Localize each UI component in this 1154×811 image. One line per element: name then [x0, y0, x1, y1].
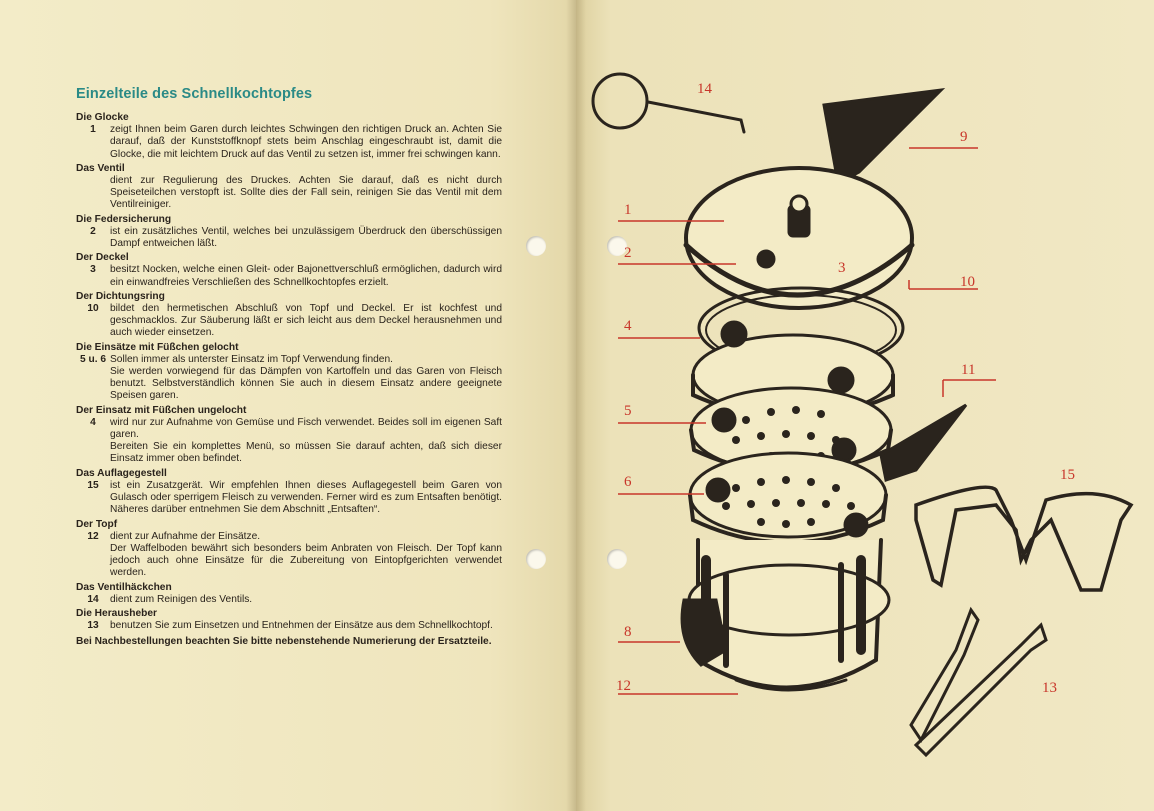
- part-number: 14: [87, 593, 99, 605]
- part-number: 12: [87, 530, 99, 542]
- description-paragraph: Bereiten Sie ein komplettes Menü, so müssen Sie darauf achten, daß sich dieser Einsatz immer oben befindet.: [110, 441, 502, 465]
- part-number: 15: [87, 479, 99, 491]
- part-entry: [76, 175, 502, 212]
- part-number: 2: [90, 225, 96, 237]
- section-heading: Der Topf: [76, 518, 118, 530]
- part-description: [110, 226, 502, 250]
- part-description: [110, 354, 502, 403]
- part-description: [110, 264, 502, 288]
- part-description: [110, 480, 502, 517]
- valve-hook-part: [593, 74, 744, 132]
- label-12: 12: [616, 678, 631, 694]
- section-heading: Der Dichtungsring: [76, 290, 165, 302]
- label-3: 3: [838, 260, 846, 276]
- part-entry: [76, 417, 502, 466]
- section-heading: Der Deckel: [76, 252, 129, 264]
- part-description: [110, 175, 502, 212]
- bell-handle-part: [824, 90, 941, 183]
- label-6: 6: [624, 474, 632, 490]
- description-paragraph: bildet den hermetischen Abschluß von Topf und Deckel. Er ist kochfest und geschmacklos. Zur Säuberung läßt er sich leicht aus dem Deckel herausnehmen und auch wieder einsetzen.: [110, 303, 502, 339]
- label-10: 10: [960, 274, 975, 290]
- label-5: 5: [624, 403, 632, 419]
- description-paragraph: dient zur Regulierung des Druckes. Achten Sie darauf, daß es nicht durch Speiseteilchen verstopft ist. Sollte dies der Fall sein, reinigen Sie das Ventil mit dem Ventilreiniger.: [110, 175, 502, 211]
- parts-list: [76, 110, 502, 649]
- label-1: 1: [624, 202, 632, 218]
- part-description: [110, 417, 502, 466]
- label-8: 8: [624, 624, 632, 640]
- label-11: 11: [961, 362, 976, 378]
- part-description: [110, 124, 502, 161]
- part-number: [76, 175, 110, 212]
- section-heading: Das Ventil: [76, 162, 125, 174]
- section-heading: Der Einsatz mit Füßchen ungelocht: [76, 404, 247, 416]
- description-paragraph: Der Waffelboden bewährt sich besonders beim Anbraten von Fleisch. Der Topf kann jedoch auch ohne Einsätze für die Zubereitung von Eintopfgerichten verwendet werden.: [110, 542, 502, 579]
- label-15: 15: [1060, 467, 1075, 483]
- part-entry: [76, 226, 502, 250]
- description-paragraph: dient zur Aufnahme der Einsätze.: [110, 530, 261, 542]
- insert-perforated-6-part: [690, 453, 886, 543]
- label-4: 4: [624, 318, 632, 334]
- section-heading: Die Federsicherung: [76, 213, 172, 225]
- section-heading: Das Ventilhäckchen: [76, 581, 172, 593]
- label-2: 2: [624, 245, 632, 261]
- description-paragraph: besitzt Nocken, welche einen Gleit- oder Bajonettverschluß ermöglichen, dadurch wird ein einwandfreies Verschließen des Schnellkochtopfes erzielt.: [110, 264, 502, 288]
- part-entry: [76, 531, 502, 580]
- section-heading: Die Glocke: [76, 112, 129, 123]
- label-9: 9: [960, 129, 968, 145]
- punch-hole: [526, 549, 546, 569]
- description-paragraph: ist ein Zusatzgerät. Wir empfehlen Ihnen dieses Auflagegestell beim Garen von Gulasch oder sperrigem Fleisch zu verwenden. Ferner wird es zum Entsaften benötigt. Näheres darüber entnehmen Sie dem Abschnitt „Entsaften“.: [110, 479, 502, 516]
- part-description: [110, 620, 502, 632]
- reorder-note: Bei Nachbestellungen beachten Sie bitte nebenstehende Numerierung der Ersatzteile.: [76, 636, 492, 648]
- part-number: 10: [87, 303, 99, 315]
- part-entry: [76, 620, 502, 632]
- section-heading: Die Einsätze mit Füßchen gelocht: [76, 341, 239, 353]
- description-paragraph: Sollen immer als unterster Einsatz im Topf Verwendung finden.: [110, 353, 393, 365]
- part-description: [110, 531, 502, 580]
- description-paragraph: Sie werden vorwiegend für das Dämpfen von Kartoffeln und das Garen von Fleisch benutzt. Selbstverständlich können Sie auch in diesem Einsatz andere geeignete Speisen garen.: [110, 366, 502, 402]
- label-13: 13: [1042, 680, 1057, 696]
- description-paragraph: wird nur zur Aufnahme von Gemüse und Fisch verwendet. Beides soll im eigenen Saft garen.: [110, 416, 502, 441]
- part-number: 5 u. 6: [79, 353, 107, 365]
- page-title: Einzelteile des Schnellkochtopfes: [76, 86, 313, 102]
- label-14: 14: [697, 81, 712, 97]
- part-number: 1: [90, 124, 96, 136]
- pot-body-part: [682, 540, 889, 690]
- part-entry: [76, 594, 502, 606]
- section-heading: Die Herausheber: [76, 607, 157, 619]
- part-entry: [76, 354, 502, 403]
- part-number: 3: [90, 264, 96, 276]
- part-entry: [76, 264, 502, 288]
- part-description: [110, 594, 502, 606]
- description-paragraph: ist ein zusätzliches Ventil, welches bei unzulässigem Überdruck den überschüssigen Dampf entweichen läßt.: [110, 225, 502, 250]
- support-stand-part: [916, 487, 1131, 590]
- description-paragraph: benutzen Sie zum Einsetzen und Entnehmen der Einsätze aus dem Schnellkochtopf.: [110, 620, 493, 632]
- part-entry: [76, 303, 502, 340]
- section-heading: Das Auflagegestell: [76, 467, 167, 479]
- pressure-cooker-exploded-drawing: [576, 0, 1154, 811]
- part-number: 4: [90, 416, 96, 428]
- part-description: [110, 303, 502, 340]
- description-paragraph: zeigt Ihnen beim Garen durch leichtes Schwingen den richtigen Druck an. Achten Sie darauf, daß der Kunststoffknopf stets beim Anschlag eingeschraubt ist, damit die Glocke, die mit leichtem Druck auf das Ventil zu setzen ist, immer frei schwingen kann.: [110, 124, 502, 160]
- punch-hole: [526, 236, 546, 256]
- description-paragraph: dient zum Reinigen des Ventils.: [110, 593, 253, 605]
- lifter-tongs-part: [911, 610, 1046, 755]
- pot-handle-part: [881, 405, 966, 480]
- part-entry: [76, 124, 502, 161]
- part-number: 13: [87, 620, 99, 632]
- part-entry: [76, 480, 502, 517]
